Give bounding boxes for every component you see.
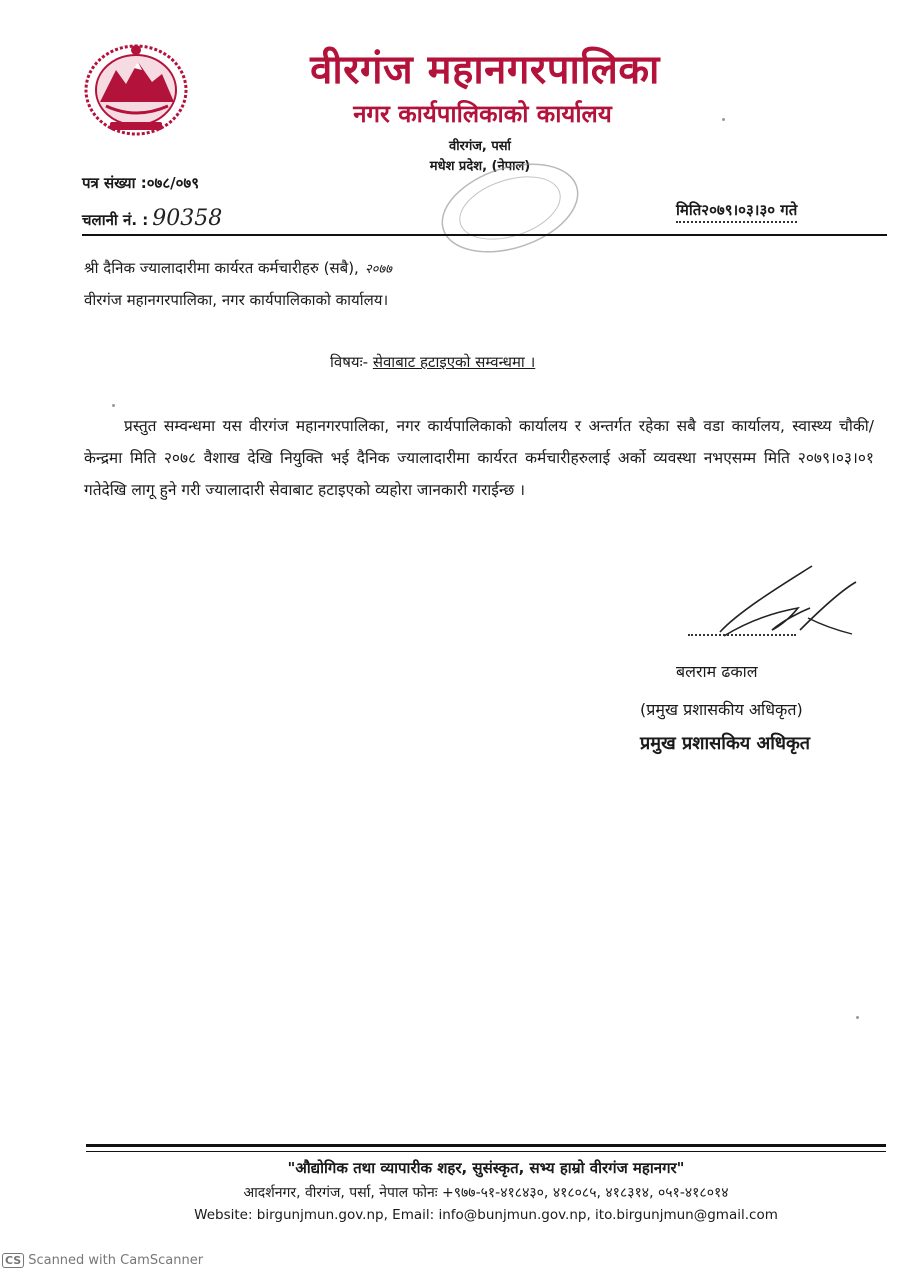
dispatch-label: चलानी नं. : [82, 211, 149, 229]
date-label: मिति [676, 201, 702, 219]
scanner-watermark [2, 1253, 203, 1268]
dispatch-value: 90358 [152, 206, 223, 231]
footer-website: Website: birgunjmun.gov.np, Email: info@bunjmun.gov.np, ito.birgunjmun@gmail.com [194, 1207, 778, 1223]
office-stamp [430, 160, 590, 256]
footer-slogan: "औद्योगिक तथा व्यापारीक शहर, सुसंस्कृत, सभ्य हाम्रो वीरगंज महानगर" [287, 1159, 685, 1177]
signatory-title-stamp: प्रमुख प्रशासकिय अधिकृत [640, 733, 811, 754]
signature-line [688, 634, 796, 636]
footer-divider-thin [86, 1151, 886, 1152]
signatory-title: (प्रमुख प्रशासकीय अधिकृत) [640, 700, 803, 719]
office-city: वीरगंज, पर्सा [449, 139, 511, 154]
municipality-emblem [82, 40, 190, 136]
recipient-line-2: वीरगंज महानगरपालिका, नगर कार्यपालिकाको कार्यालय। [84, 291, 389, 309]
footer-divider-thick [86, 1144, 886, 1147]
subject-text: सेवाबाट हटाइएको सम्वन्धमा । [372, 353, 536, 371]
header-divider [82, 234, 887, 236]
scan-speck [112, 404, 115, 407]
date-value: २०७९।०३।३० गते [701, 201, 798, 219]
signatory-name: बलराम ढकाल [676, 662, 758, 681]
camscanner-icon: CS [2, 1253, 24, 1268]
reference-number [82, 173, 199, 193]
reference-value: ०७८/०७९ [146, 174, 200, 192]
footer-address: आदर्शनगर, वीरगंज, पर्सा, नेपाल फोनः +९७७-५१-४१८४३०, ४१८०८५, ४१८३१४, ०५१-४१८०१४ [243, 1185, 729, 1201]
recipient-line-1 [84, 258, 392, 278]
dispatch-number [82, 206, 222, 231]
reference-label: पत्र संख्या : [82, 174, 147, 192]
recipient-text: श्री दैनिक ज्यालादारीमा कार्यरत कर्मचारीहरु (सबै), [84, 259, 359, 277]
office-province: मधेश प्रदेश, (नेपाल) [429, 159, 531, 174]
scanner-text: Scanned with CamScanner [28, 1253, 204, 1268]
recipient-handwritten-note: २०७७ [364, 262, 392, 277]
scan-speck [722, 118, 725, 121]
letter-date [676, 200, 797, 223]
letter-body: प्रस्तुत सम्वन्धमा यस वीरगंज महानगरपालिका, नगर कार्यपालिकाको कार्यालय र अन्तर्गत रहेका सबै वडा कार्यालय, स्वास्थ्य चौकी/केन्द्रमा मिति २०७८ वैशाख देखि नियुक्ति भई दैनिक ज्यालादारीमा कार्यरत कर्मचारीहरुलाई अर्को व्यवस्था नभएसम्म मिति २०७९।०३।०१ गतेदेखि लागू हुने गरी ज्यालादारी सेवाबाट हटाइएको व्यहोरा जानकारी गराईन्छ । [84, 417, 874, 499]
subject-line [330, 352, 535, 372]
subject-label: विषयः- [330, 353, 369, 371]
scan-speck [856, 1016, 859, 1019]
organization-name: वीरगंज महानगरपालिका [310, 47, 660, 93]
office-name: नगर कार्यपालिकाको कार्यालय [353, 100, 612, 128]
handwritten-signature [680, 560, 860, 660]
